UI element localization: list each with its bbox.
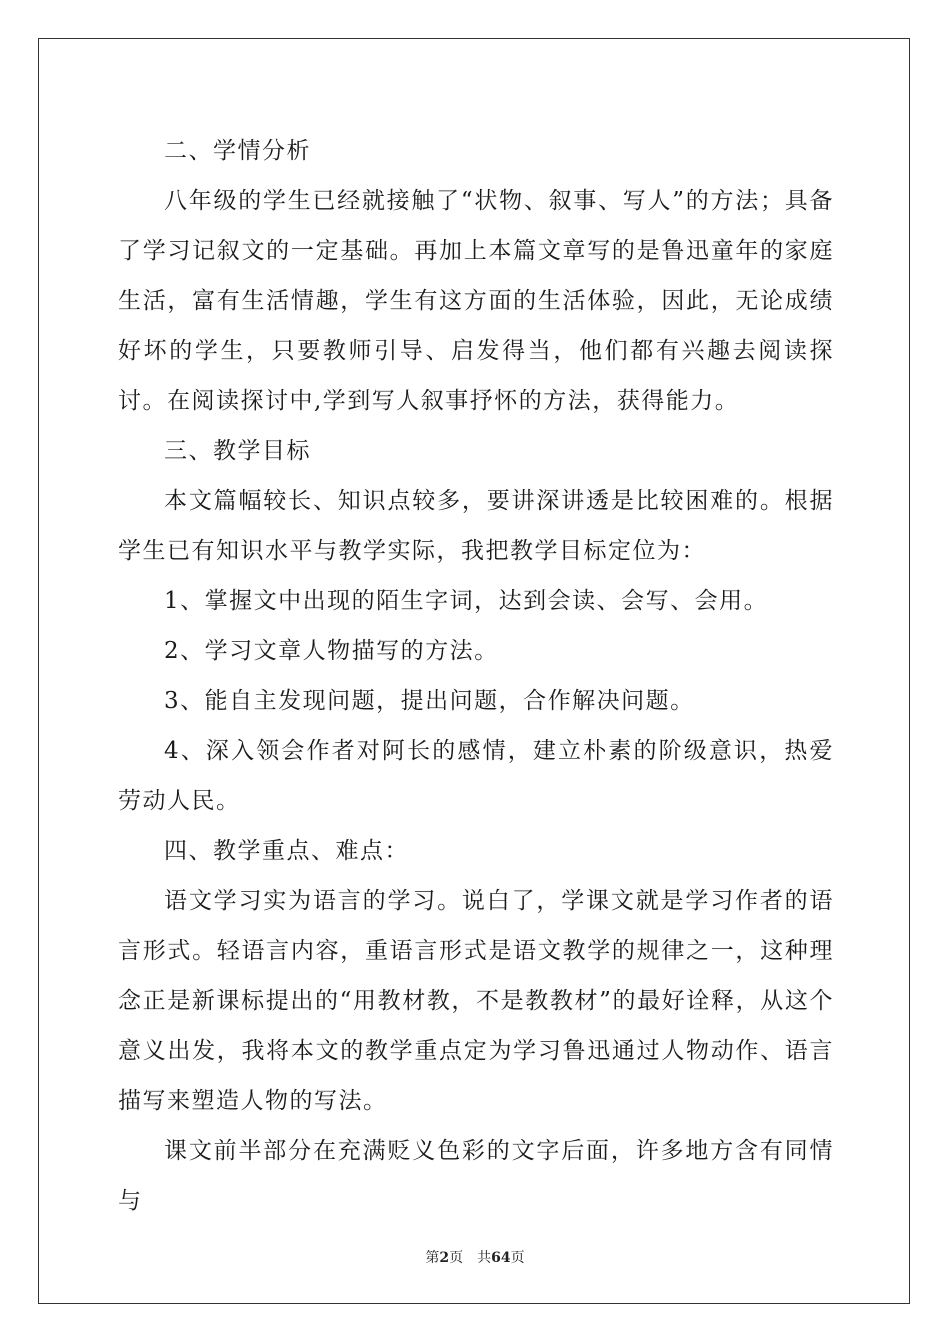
goal-item-4: 4、深入领会作者对阿长的感情，建立朴素的阶级意识，热爱劳动人民。 <box>118 738 834 814</box>
section-heading-teaching-goals: 三、教学目标 <box>164 438 311 464</box>
paragraph-learner-analysis: 八年级的学生已经就接触了“状物、叙事、写人”的方法；具备了学习记叙文的一定基础。再加上本篇文章写的是鲁迅童年的家庭生活，富有生活情趣，学生有这方面的生活体验，因此，无论成绩好坏的学生，只要教师引导、启发得当，他们都有兴趣去阅读探讨。在阅读探讨中,学到写人叙事抒怀的方法，获得能力。 <box>118 188 834 414</box>
footer-total-pages: 64 <box>491 1250 511 1266</box>
footer-total-suffix: 页 <box>510 1250 525 1266</box>
paragraph-continuation: 课文前半部分在充满贬义色彩的文字后面，许多地方含有同情与 <box>118 1138 834 1214</box>
footer-prefix: 第 <box>425 1250 440 1266</box>
goal-item-2: 2、学习文章人物描写的方法。 <box>164 638 499 664</box>
paragraph-key-points: 语文学习实为语言的学习。说白了，学课文就是学习作者的语言形式。轻语言内容，重语言形式是语文教学的规律之一，这种理念正是新课标提出的“用教材教，不是教教材”的最好诠释，从这个意义出发，我将本文的教学重点定为学习鲁迅通过人物动作、语言描写来塑造人物的写法。 <box>118 888 834 1114</box>
footer-total-prefix: 共 <box>477 1250 492 1266</box>
section-heading-key-points: 四、教学重点、难点： <box>164 838 409 864</box>
paragraph-goals-intro: 本文篇幅较长、知识点较多，要讲深讲透是比较困难的。根据学生已有知识水平与教学实际，我把教学目标定位为： <box>118 488 834 564</box>
document-body <box>118 126 834 1226</box>
footer-page-suffix: 页 <box>449 1250 464 1266</box>
page-footer <box>0 1247 950 1267</box>
goal-item-1: 1、掌握文中出现的陌生字词，达到会读、会写、会用。 <box>164 588 769 614</box>
footer-current-page: 2 <box>439 1250 450 1266</box>
section-heading-learner-analysis: 二、学情分析 <box>164 138 311 164</box>
goal-item-3: 3、能自主发现问题，提出问题，合作解决问题。 <box>164 688 695 714</box>
